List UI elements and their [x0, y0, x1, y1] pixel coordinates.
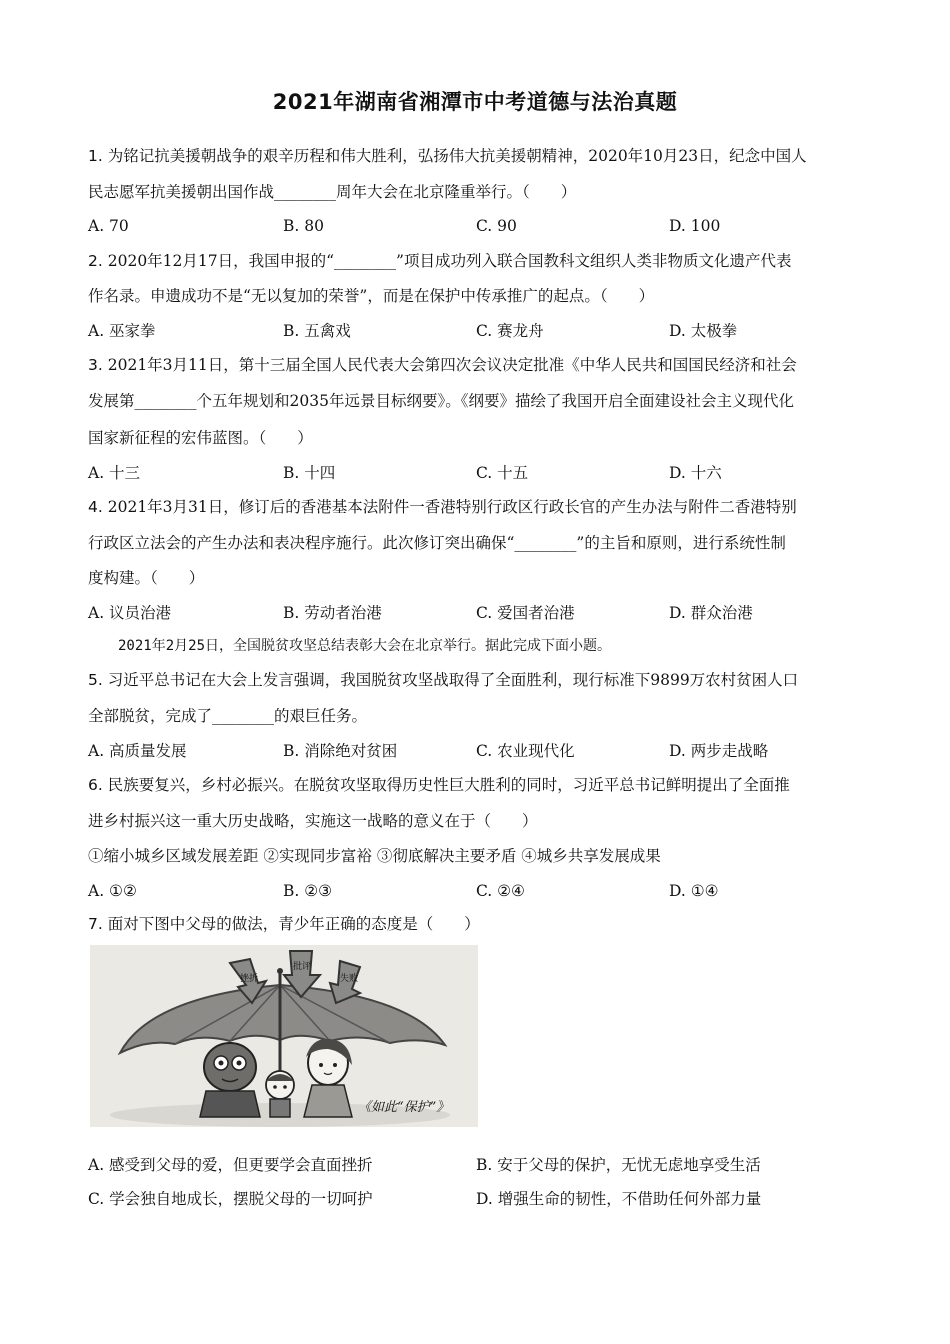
question-4-option-b[interactable]: B. 劳动者治港 [283, 604, 382, 622]
question-number: 2. [88, 252, 103, 270]
question-1-option-a[interactable]: A. 70 [88, 217, 129, 235]
child-figure [266, 1071, 294, 1117]
question-5-option-d[interactable]: D. 两步走战略 [669, 742, 769, 760]
question-6-option-d[interactable]: D. ①④ [669, 882, 719, 900]
page-title: 2021年湖南省湘潭市中考道德与法治真题 [272, 90, 678, 114]
question-6-option-a[interactable]: A. ①② [88, 882, 137, 900]
question-4-option-a[interactable]: A. 议员治港 [88, 604, 172, 622]
question-4-option-c[interactable]: C. 爱国者治港 [476, 604, 575, 622]
question-6-line-2: 进乡村振兴这一重大历史战略，实施这一战略的意义在于（ ） [88, 812, 538, 830]
question-7-option-a[interactable]: A. 感受到父母的爱，但更要学会直面挫折 [88, 1156, 373, 1174]
question-6-option-b[interactable]: B. ②③ [283, 882, 333, 900]
question-5-option-b[interactable]: B. 消除绝对贫困 [283, 742, 398, 760]
question-text: 面对下图中父母的做法，青少年正确的态度是（ ） [107, 915, 480, 933]
figure-caption: 《如此“保护”》 [358, 1100, 450, 1115]
question-text: 2020年12月17日，我国申报的“________”项目成功列入联合国教科文组织人类非物质文化遗产代表 [107, 252, 792, 270]
question-6-choices: ①缩小城乡区域发展差距 ②实现同步富裕 ③彻底解决主要矛盾 ④城乡共享发展成果 [88, 847, 661, 865]
question-1-line-1 [88, 146, 807, 166]
question-1-line-2: 民志愿军抗美援朝出国作战________周年大会在北京隆重举行。（ ） [88, 183, 577, 201]
question-3-option-b[interactable]: B. 十四 [283, 464, 336, 482]
question-3-option-d[interactable]: D. 十六 [669, 464, 722, 482]
question-number: 3. [88, 356, 103, 374]
group-intro: 2021年2月25日，全国脱贫攻坚总结表彰大会在北京举行。据此完成下面小题。 [118, 638, 611, 654]
question-text: 2021年3月31日，修订后的香港基本法附件一香港特别行政区行政长官的产生办法与附件二香港特别 [107, 498, 797, 516]
question-number: 5. [88, 671, 103, 689]
father-figure [200, 1043, 260, 1117]
question-3-option-a[interactable]: A. 十三 [88, 464, 141, 482]
question-2-line-2: 作名录。申遗成功不是“无以复加的荣誉”，而是在保护中传承推广的起点。（ ） [88, 287, 655, 305]
question-6-option-c[interactable]: C. ②④ [476, 882, 525, 900]
question-7-option-c[interactable]: C. 学会独自地成长，摆脱父母的一切呵护 [88, 1190, 373, 1208]
question-number: 4. [88, 498, 103, 516]
arrow-label-setback: 挫折 [240, 974, 259, 984]
question-7-line-1 [88, 914, 480, 934]
question-5-option-a[interactable]: A. 高质量发展 [88, 742, 187, 760]
arrow-label-failure: 失败 [340, 974, 359, 984]
question-text: 为铭记抗美援朝战争的艰辛历程和伟大胜利，弘扬伟大抗美援朝精神，2020年10月23日，纪念中国人 [107, 147, 807, 165]
question-2-line-1 [88, 251, 791, 271]
question-7-option-b[interactable]: B. 安于父母的保护，无忧无虑地享受生活 [476, 1156, 761, 1174]
question-3-option-c[interactable]: C. 十五 [476, 464, 529, 482]
question-text: 习近平总书记在大会上发言强调，我国脱贫攻坚战取得了全面胜利，现行标准下9899万农村贫困人口 [107, 671, 799, 689]
umbrella-cartoon-image [90, 945, 478, 1127]
cartoon-figure [90, 945, 478, 1127]
question-number: 7. [88, 915, 103, 933]
question-4-line-3: 度构建。（ ） [88, 569, 205, 587]
question-1-option-d[interactable]: D. 100 [669, 217, 721, 235]
question-3-line-1 [88, 355, 797, 375]
question-5-option-c[interactable]: C. 农业现代化 [476, 742, 575, 760]
question-4-option-d[interactable]: D. 群众治港 [669, 604, 753, 622]
question-2-option-c[interactable]: C. 赛龙舟 [476, 322, 544, 340]
question-5-line-1 [88, 670, 798, 690]
question-number: 1. [88, 147, 103, 165]
question-6-line-1 [88, 775, 790, 795]
question-1-option-b[interactable]: B. 80 [283, 217, 324, 235]
question-text: 民族要复兴，乡村必振兴。在脱贫攻坚取得历史性巨大胜利的同时，习近平总书记鲜明提出了全面推 [107, 776, 790, 794]
question-1-option-c[interactable]: C. 90 [476, 217, 517, 235]
question-7-option-d[interactable]: D. 增强生命的韧性，不借助任何外部力量 [476, 1190, 762, 1208]
question-2-option-a[interactable]: A. 巫家拳 [88, 322, 156, 340]
question-4-line-2: 行政区立法会的产生办法和表决程序施行。此次修订突出确保“________”的主旨和原则，进行系统性制 [88, 534, 786, 552]
question-number: 6. [88, 776, 103, 794]
question-3-line-3: 国家新征程的宏伟蓝图。（ ） [88, 429, 313, 447]
question-3-line-2: 发展第________个五年规划和2035年远景目标纲要》。《纲要》描绘了我国开启全面建设社会主义现代化 [88, 392, 794, 410]
arrow-label-criticism: 批评 [293, 962, 312, 972]
question-5-line-2: 全部脱贫，完成了________的艰巨任务。 [88, 707, 368, 725]
question-2-option-b[interactable]: B. 五禽戏 [283, 322, 351, 340]
question-text: 2021年3月11日，第十三届全国人民代表大会第四次会议决定批准《中华人民共和国国民经济和社会 [107, 356, 797, 374]
question-2-option-d[interactable]: D. 太极拳 [669, 322, 738, 340]
question-4-line-1 [88, 497, 797, 517]
